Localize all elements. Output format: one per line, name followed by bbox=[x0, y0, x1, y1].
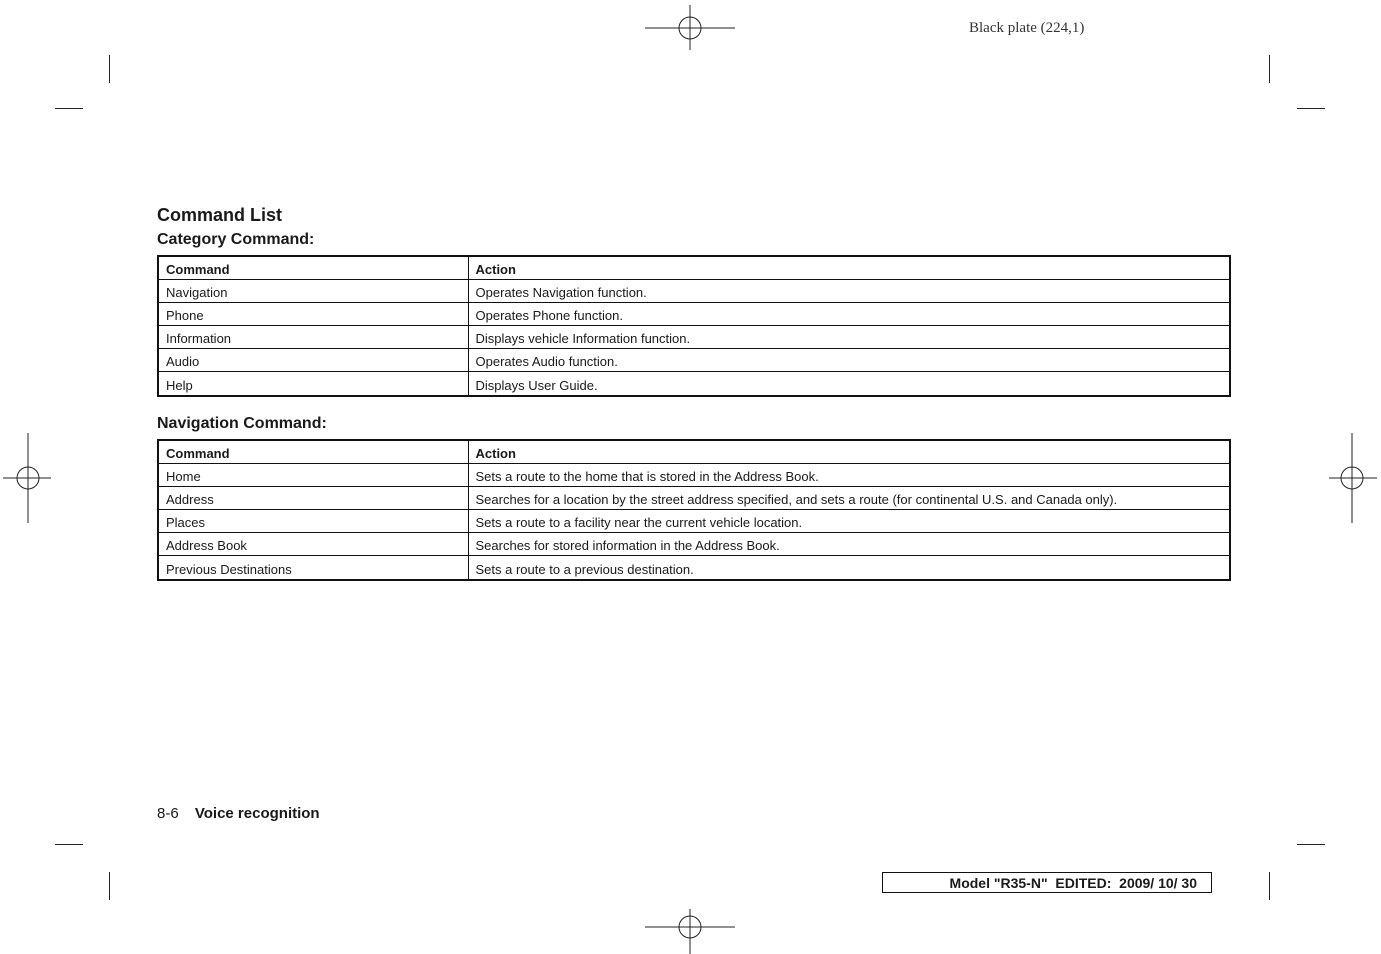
column-header-action: Action bbox=[468, 440, 1230, 463]
command-cell: Previous Destinations bbox=[158, 555, 468, 580]
action-cell: Operates Phone function. bbox=[468, 302, 1230, 325]
table-row bbox=[158, 555, 1230, 580]
navigation-command-table bbox=[157, 439, 1231, 581]
table-row bbox=[158, 348, 1230, 371]
column-header-action: Action bbox=[468, 256, 1230, 279]
action-cell: Displays User Guide. bbox=[468, 371, 1230, 396]
command-cell: Address bbox=[158, 486, 468, 509]
navigation-command-heading: Navigation Command: bbox=[157, 415, 327, 432]
table-row bbox=[158, 279, 1230, 302]
registration-mark-bottom bbox=[645, 904, 735, 954]
registration-mark-right bbox=[1327, 433, 1377, 523]
command-cell: Audio bbox=[158, 348, 468, 371]
action-cell: Operates Navigation function. bbox=[468, 279, 1230, 302]
table-row bbox=[158, 325, 1230, 348]
command-cell: Information bbox=[158, 325, 468, 348]
category-command-heading: Category Command: bbox=[157, 231, 315, 248]
column-header-command: Command bbox=[158, 440, 468, 463]
command-cell: Navigation bbox=[158, 279, 468, 302]
table-row bbox=[158, 509, 1230, 532]
command-cell: Phone bbox=[158, 302, 468, 325]
section-name: Voice recognition bbox=[194, 805, 320, 822]
plate-label: Black plate (224,1) bbox=[969, 20, 1085, 36]
command-cell: Home bbox=[158, 463, 468, 486]
registration-mark-left bbox=[3, 433, 53, 523]
command-cell: Help bbox=[158, 371, 468, 396]
command-cell: Address Book bbox=[158, 532, 468, 555]
command-cell: Places bbox=[158, 509, 468, 532]
table-header-row bbox=[158, 256, 1230, 279]
table-row bbox=[158, 486, 1230, 509]
table-header-row bbox=[158, 440, 1230, 463]
action-cell: Sets a route to a previous destination. bbox=[468, 555, 1230, 580]
table-row bbox=[158, 371, 1230, 396]
table-row bbox=[158, 302, 1230, 325]
model-edit-text: Model "R35-N" EDITED: 2009/ 10/ 30 bbox=[949, 874, 1197, 891]
action-cell: Displays vehicle Information function. bbox=[468, 325, 1230, 348]
action-cell: Searches for a location by the street address specified, and sets a route (for continental U.S. and Canada only). bbox=[468, 486, 1230, 509]
registration-mark-top bbox=[645, 5, 735, 55]
model-edit-stamp bbox=[882, 872, 1212, 893]
column-header-command: Command bbox=[158, 256, 468, 279]
action-cell: Searches for stored information in the Address Book. bbox=[468, 532, 1230, 555]
page-number: 8-6 bbox=[157, 805, 179, 822]
action-cell: Sets a route to a facility near the current vehicle location. bbox=[468, 509, 1230, 532]
category-command-table bbox=[157, 255, 1231, 397]
page-footer bbox=[157, 805, 320, 822]
table-row bbox=[158, 532, 1230, 555]
table-row bbox=[158, 463, 1230, 486]
page-title: Command List bbox=[157, 205, 283, 225]
action-cell: Sets a route to the home that is stored in the Address Book. bbox=[468, 463, 1230, 486]
action-cell: Operates Audio function. bbox=[468, 348, 1230, 371]
